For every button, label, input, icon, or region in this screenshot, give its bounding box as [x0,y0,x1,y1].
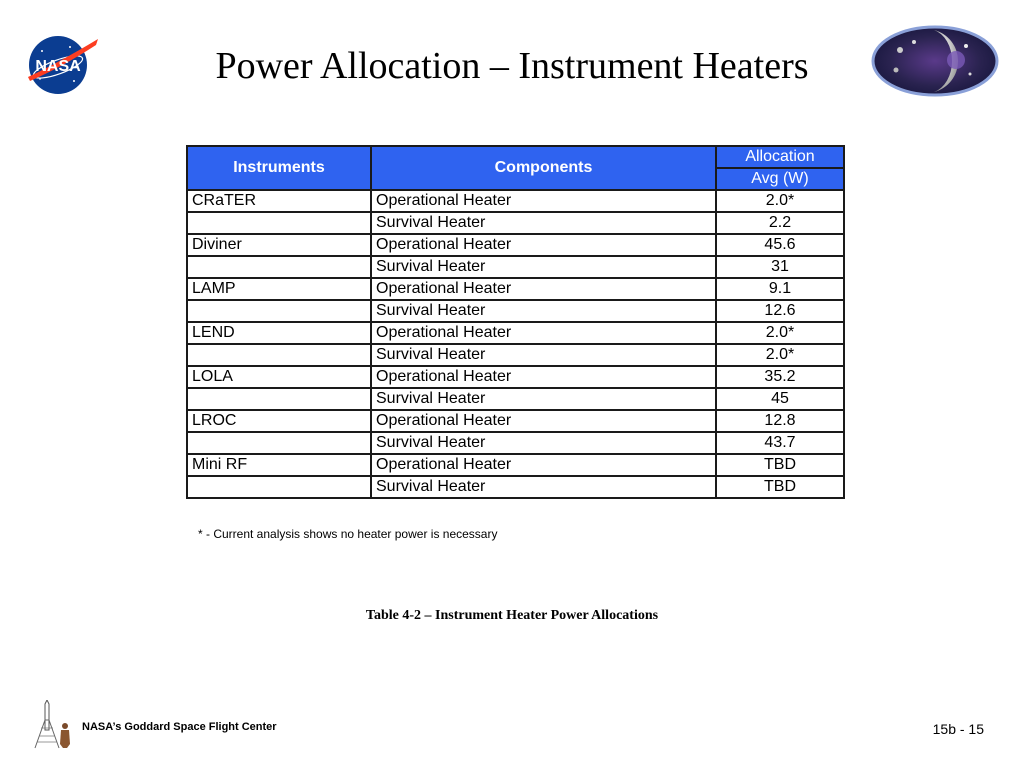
table-row [187,410,844,432]
instrument-cell [187,432,371,454]
goddard-rocket-icon [27,700,77,750]
header-avg-w: Avg (W) [716,168,844,190]
instrument-cell: LOLA [187,366,371,388]
table-row [187,256,844,278]
allocation-cell: 2.2 [716,212,844,234]
instrument-cell: LEND [187,322,371,344]
instrument-heater-table [186,145,845,499]
header-instruments: Instruments [187,146,371,190]
nasa-logo-text: NASA [35,58,81,75]
component-cell: Operational Heater [371,322,716,344]
component-cell: Survival Heater [371,388,716,410]
instrument-cell: CRaTER [187,190,371,212]
table-caption: Table 4-2 – Instrument Heater Power Allocations [365,608,659,623]
component-cell: Survival Heater [371,300,716,322]
component-cell: Survival Heater [371,212,716,234]
table-row [187,432,844,454]
allocation-cell: 2.0* [716,322,844,344]
slide-title: Power Allocation – Instrument Heaters [215,45,809,87]
allocation-cell: 12.6 [716,300,844,322]
component-cell: Survival Heater [371,256,716,278]
component-cell: Operational Heater [371,190,716,212]
instrument-cell [187,212,371,234]
allocation-cell: 2.0* [716,344,844,366]
allocation-cell: 43.7 [716,432,844,454]
header-allocation: Allocation [716,146,844,168]
allocation-cell: 2.0* [716,190,844,212]
allocation-cell: 31 [716,256,844,278]
allocation-cell: TBD [716,454,844,476]
component-cell: Survival Heater [371,344,716,366]
allocation-cell: 12.8 [716,410,844,432]
page-number: 15b - 15 [932,721,984,737]
table-footnote: * - Current analysis shows no heater power is necessary [198,527,498,541]
instrument-cell: Mini RF [187,454,371,476]
table-row [187,454,844,476]
instrument-cell: Diviner [187,234,371,256]
allocation-cell: TBD [716,476,844,498]
instrument-cell [187,476,371,498]
instrument-cell [187,344,371,366]
table-row [187,476,844,498]
component-cell: Operational Heater [371,234,716,256]
allocation-cell: 35.2 [716,366,844,388]
instrument-cell: LROC [187,410,371,432]
component-cell: Operational Heater [371,366,716,388]
instrument-cell [187,300,371,322]
component-cell: Survival Heater [371,432,716,454]
table-row [187,234,844,256]
instrument-cell [187,388,371,410]
instrument-cell: LAMP [187,278,371,300]
table-row [187,278,844,300]
allocation-cell: 45 [716,388,844,410]
table-row [187,322,844,344]
component-cell: Operational Heater [371,278,716,300]
table-row [187,300,844,322]
table-row [187,190,844,212]
table-row [187,212,844,234]
component-cell: Operational Heater [371,454,716,476]
header-components: Components [371,146,716,190]
component-cell: Survival Heater [371,476,716,498]
component-cell: Operational Heater [371,410,716,432]
table-row [187,366,844,388]
allocation-cell: 45.6 [716,234,844,256]
allocation-cell: 9.1 [716,278,844,300]
table-row [187,388,844,410]
instrument-cell [187,256,371,278]
lro-mission-logo [870,24,1000,98]
table-row [187,344,844,366]
footer-center-name: NASA’s Goddard Space Flight Center [82,721,277,733]
